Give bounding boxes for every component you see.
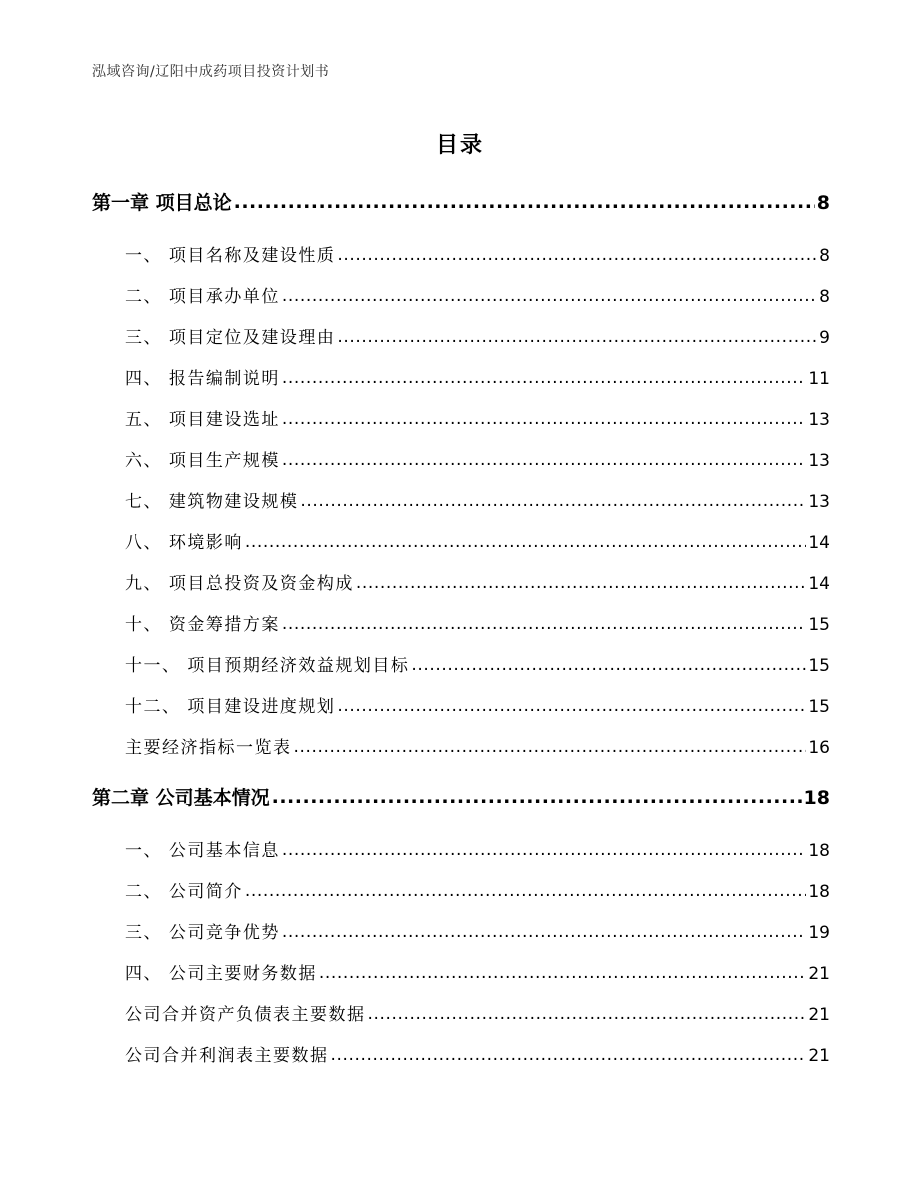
toc-page-number: 13 [808,410,830,430]
toc-entry[interactable] [125,528,830,553]
toc-entry[interactable] [125,959,830,984]
toc-page-number: 18 [808,841,830,861]
toc-entry[interactable] [125,836,830,861]
toc-page-number: 8 [819,287,830,307]
toc-entry[interactable] [125,651,830,676]
toc-leader-dots [282,922,806,942]
toc-leader-dots [337,696,806,716]
toc-page-number: 14 [808,574,830,594]
toc-entry[interactable] [125,877,830,902]
header-divider [92,86,828,87]
toc-entry-label: 五、 项目建设选址 [125,410,280,430]
toc-entry[interactable] [125,692,830,717]
toc-leader-dots [234,191,815,213]
toc-page-number: 15 [808,656,830,676]
toc-leader-dots [272,786,802,808]
toc-entry-label: 公司合并资产负债表主要数据 [125,1005,366,1025]
toc-entry[interactable] [125,405,830,430]
toc-entry-label: 七、 建筑物建设规模 [125,492,299,512]
toc-leader-dots [337,327,817,347]
toc-entry-label: 主要经济指标一览表 [125,738,292,758]
toc-page-number: 15 [808,615,830,635]
toc-entry-label: 第二章 公司基本情况 [92,787,270,809]
toc-entry[interactable] [125,569,830,594]
toc-leader-dots [282,614,806,634]
toc-chapter-2[interactable] [92,783,830,810]
toc-leader-dots [282,409,806,429]
toc-leader-dots [282,450,806,470]
toc-entry[interactable] [125,610,830,635]
toc-entry-label: 六、 项目生产规模 [125,451,280,471]
toc-entry-label: 八、 环境影响 [125,533,243,553]
page-title: 目录 [435,133,484,158]
toc-leader-dots [282,368,806,388]
toc-entry-label: 十一、 项目预期经济效益规划目标 [125,656,410,676]
toc-leader-dots [356,573,806,593]
toc-leader-dots [245,532,806,552]
toc-leader-dots [331,1045,807,1065]
toc-page-number: 19 [808,923,830,943]
toc-entry-label: 十、 资金筹措方案 [125,615,280,635]
toc-leader-dots [282,840,806,860]
toc-entry-label: 四、 报告编制说明 [125,369,280,389]
toc-entry-label: 二、 项目承办单位 [125,287,280,307]
toc-leader-dots [368,1004,807,1024]
toc-page-number: 21 [808,964,830,984]
toc-leader-dots [319,963,806,983]
toc-entry[interactable] [125,446,830,471]
toc-leader-dots [245,881,806,901]
toc-page-number: 16 [808,738,830,758]
toc-entry[interactable] [125,733,830,758]
toc-entry-label: 四、 公司主要财务数据 [125,964,317,984]
toc-leader-dots [300,491,806,511]
toc-leader-dots [411,655,806,675]
toc-entry[interactable] [125,364,830,389]
toc-entry-label: 十二、 项目建设进度规划 [125,697,336,717]
toc-leader-dots [282,286,817,306]
toc-page-number: 21 [808,1046,830,1066]
toc-entry-label: 一、 项目名称及建设性质 [125,246,336,266]
toc-page-number: 13 [808,492,830,512]
toc-entry-label: 第一章 项目总论 [92,192,232,214]
toc-page-number: 21 [808,1005,830,1025]
toc-page-number: 13 [808,451,830,471]
toc-page-number: 14 [808,533,830,553]
toc-entry[interactable] [125,487,830,512]
toc-entry[interactable] [125,1000,830,1025]
toc-entry[interactable] [125,282,830,307]
toc-page-number: 18 [808,882,830,902]
toc-chapter-1[interactable] [92,188,830,215]
toc-leader-dots [337,245,817,265]
running-header: 泓域咨询/辽阳中成药项目投资计划书 [92,64,330,80]
toc-entry[interactable] [125,241,830,266]
toc-entry[interactable] [125,1041,830,1066]
toc-entry[interactable] [125,323,830,348]
toc-entry[interactable] [125,918,830,943]
toc-entry-label: 九、 项目总投资及资金构成 [125,574,354,594]
toc-page-number: 9 [819,328,830,348]
toc-entry-label: 三、 项目定位及建设理由 [125,328,336,348]
toc-page-number: 11 [808,369,830,389]
toc-entry-label: 公司合并利润表主要数据 [125,1046,329,1066]
toc-page-number: 18 [803,787,830,809]
toc-entry-label: 一、 公司基本信息 [125,841,280,861]
toc-page-number: 15 [808,697,830,717]
toc-leader-dots [294,737,807,757]
toc-page-number: 8 [816,192,830,214]
toc-entry-label: 三、 公司竞争优势 [125,923,280,943]
toc-page-number: 8 [819,246,830,266]
toc-entry-label: 二、 公司简介 [125,882,243,902]
